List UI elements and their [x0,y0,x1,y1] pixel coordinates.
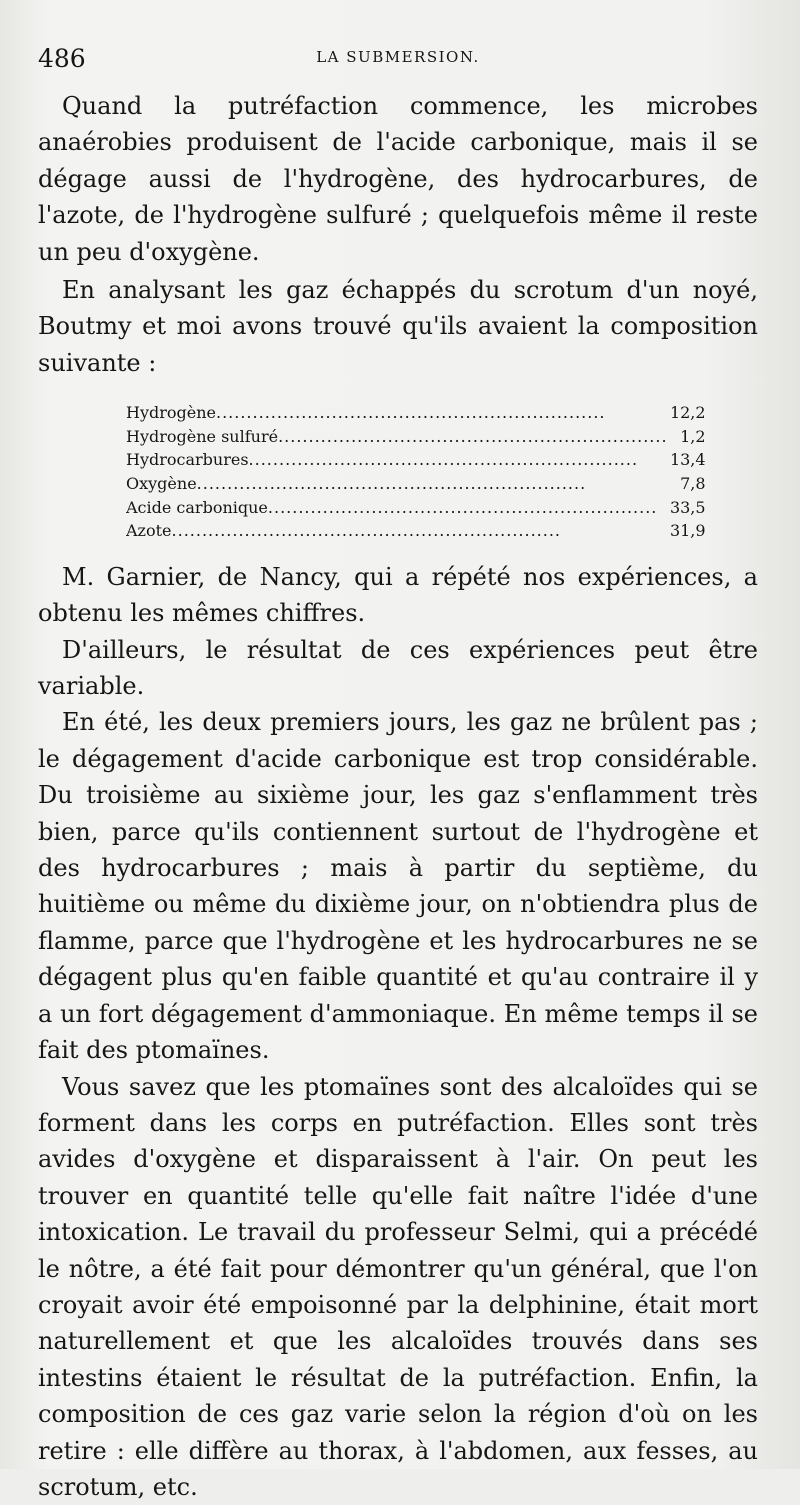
dot-leader: ................................................................ [216,403,606,422]
dot-leader: ................................................................ [172,521,562,540]
paragraph-putrefaction-gases: Quand la putréfaction commence, les microbes anaérobies produisent de l'acide carbonique, mais il se dégage aussi de l'hydrogène, des hydrocarbures, de l'azote, de l'hydrogène sulfuré ; quelquefois même il reste un peu d'oxygène. [38,88,758,270]
gas-name: Hydrocarbures [126,450,249,469]
gas-value: 31,9 [668,519,706,543]
table-row [126,472,706,496]
paragraph-ptomaines: Vous savez que les ptomaïnes sont des alcaloïdes qui se forment dans les corps en putréfaction. Elles sont très avides d'oxygène et disparaissent à l'air. On peut les trouver en quantité telle qu'elle fait naître l'idée d'une intoxication. Le travail du professeur Selmi, qui a précédé le nôtre, a été fait pour démontrer qu'un général, que l'on croyait avoir été empoisonné par la delphinine, était mort naturellement et que les alcaloïdes trouvés dans ses intestins étaient le résultat de la putréfaction. Enfin, la composition de ces gaz varie selon la région d'où on les retire : elle diffère au thorax, à l'abdomen, aux fesses, au scrotum, etc. [38,1069,758,1505]
table-row [126,401,706,425]
paragraph-variable-results: D'ailleurs, le résultat de ces expériences peut être variable. [38,632,758,705]
table-row [126,448,706,472]
gas-value: 1,2 [668,425,706,449]
dot-leader: ................................................................ [268,498,658,517]
gas-value: 7,8 [668,472,706,496]
table-row [126,496,706,520]
page-header [38,42,758,78]
paragraph-garnier: M. Garnier, de Nancy, qui a répété nos expériences, a obtenu les mêmes chiffres. [38,559,758,632]
gas-composition-table [126,401,706,543]
gas-value: 13,4 [668,448,706,472]
dot-leader: ................................................................ [278,427,668,446]
paragraph-scrotum-analysis: En analysant les gaz échappés du scrotum d'un noyé, Boutmy et moi avons trouvé qu'ils avaient la composition suivante : [38,272,758,381]
paragraph-summer-timeline: En été, les deux premiers jours, les gaz ne brûlent pas ; le dégagement d'acide carbonique est trop considérable. Du troisième au sixième jour, les gaz s'enflamment très bien, parce qu'ils contiennent surtout de l'hydrogène et des hydrocarbures ; mais à partir du septième, du huitième ou même du dixième jour, on n'obtiendra plus de flamme, parce que l'hydrogène et les hydrocarbures ne se dégagent plus qu'en faible quantité et qu'au contraire il y a un fort dégagement d'ammoniaque. En même temps il se fait des ptomaïnes. [38,704,758,1068]
gas-name: Hydrogène sulfuré [126,427,278,446]
table-row [126,425,706,449]
running-title: LA SUBMERSION. [38,48,758,66]
gas-value: 12,2 [668,401,706,425]
page-number: 486 [38,44,86,73]
dot-leader: ................................................................ [197,474,587,493]
gas-name: Hydrogène [126,403,216,422]
gas-name: Oxygène [126,474,197,493]
gas-name: Azote [126,521,172,540]
gas-value: 33,5 [668,496,706,520]
table-row [126,519,706,543]
gas-name: Acide carbonique [126,498,268,517]
dot-leader: ................................................................ [249,450,639,469]
